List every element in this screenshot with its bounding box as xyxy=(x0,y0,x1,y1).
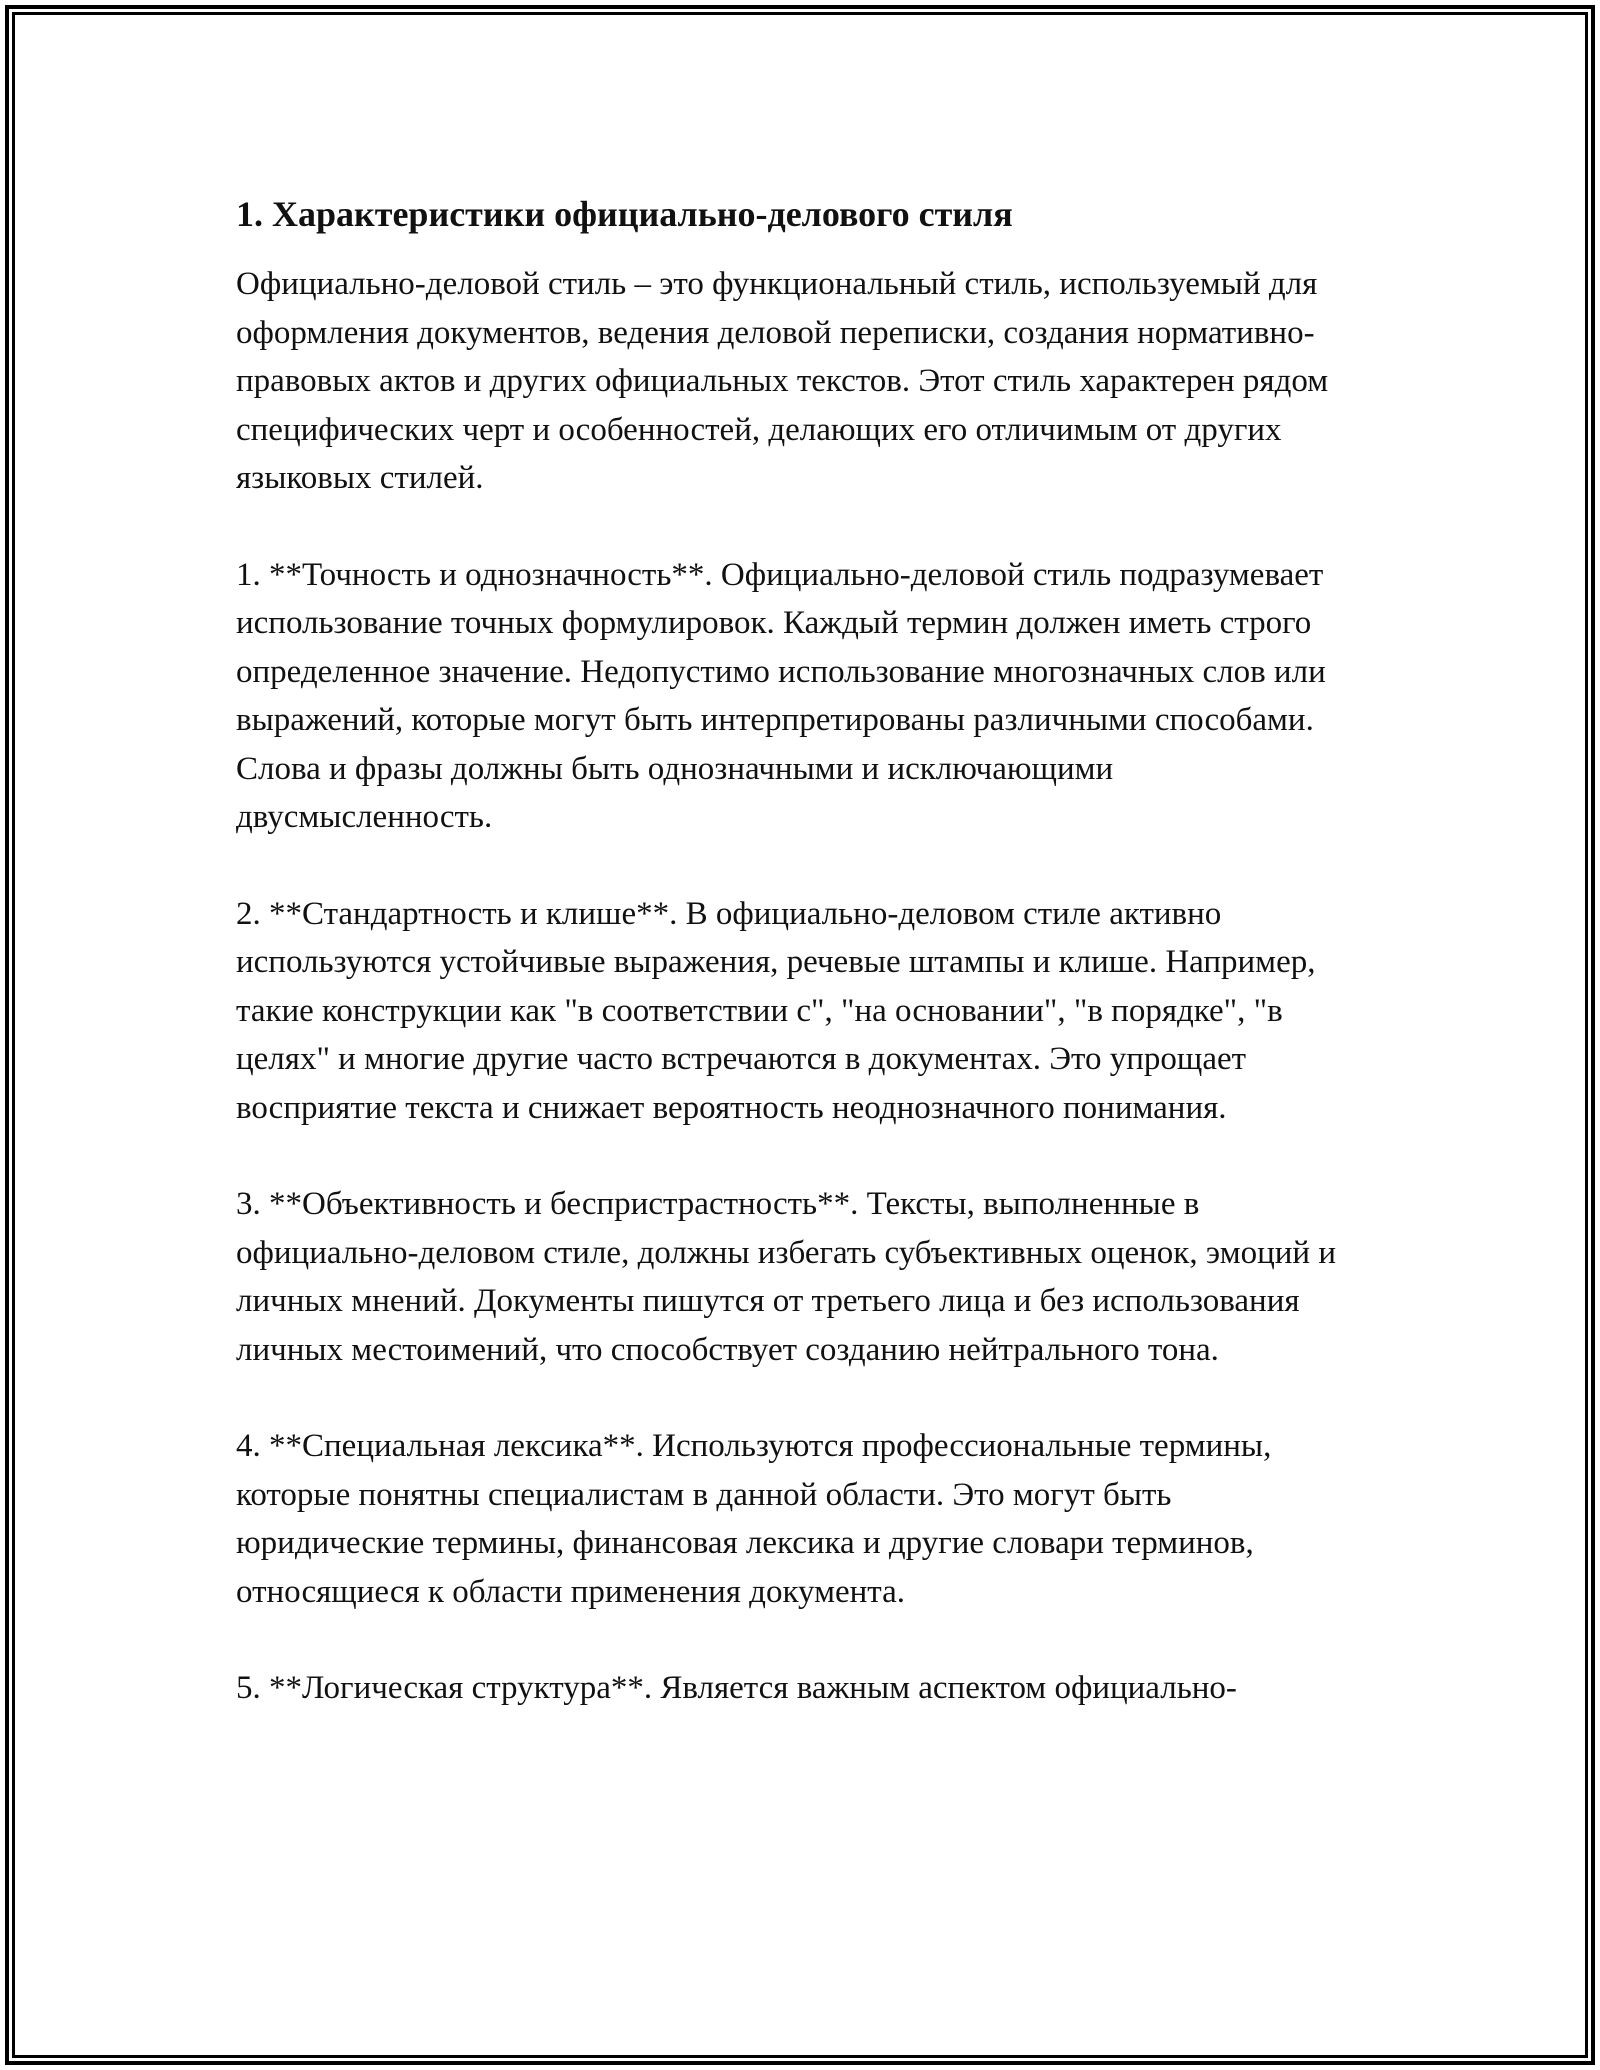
paragraph-precision: 1. **Точность и однозначность**. Официально-деловой стиль подразумевает использование точных формулировок. Каждый термин должен иметь строго определенное значение. Недопустимо использование многозначных слов или выражений, которые могут быть интерпретированы различными способами. Слова и фразы должны быть однозначными и исключающими двусмысленность. xyxy=(236,556,1326,835)
document-body xyxy=(236,186,1366,1713)
paragraph-objectivity: 3. **Объективность и беспристрастность**. Тексты, выполненные в официально-деловом стиле, должны избегать субъективных оценок, эмоций и личных мнений. Документы пишутся от третьего лица и без использования личных местоимений, что способствует созданию нейтрального тона. xyxy=(236,1186,1336,1368)
document-title: 1. Характеристики официально-делового стиля xyxy=(236,194,1013,234)
intro-paragraph: Официально-деловой стиль – это функциональный стиль, используемый для оформления документов, ведения деловой переписки, создания нормативно-правовых актов и других официальных текстов. Этот стиль характерен рядом специфических черт и особенностей, делающих его отличимым от других языковых стилей. xyxy=(236,266,1329,496)
paragraph-standardization: 2. **Стандартность и клише**. В официально-деловом стиле активно используются устойчивые выражения, речевые штампы и клише. Например, такие конструкции как "в соответствии с", "на основании", "в порядке", "в целях" и многие другие часто встречаются в документах. Это упрощает восприятие текста и снижает вероятность неоднозначного понимания. xyxy=(236,895,1316,1126)
paragraph-special-vocabulary: 4. **Специальная лексика**. Используются профессиональные термины, которые понятны специалистам в данной области. Это могут быть юридические термины, финансовая лексика и другие словари терминов, относящиеся к области применения документа. xyxy=(236,1428,1272,1610)
paragraph-logical-structure: 5. **Логическая структура**. Является важным аспектом официально- xyxy=(236,1670,1237,1706)
